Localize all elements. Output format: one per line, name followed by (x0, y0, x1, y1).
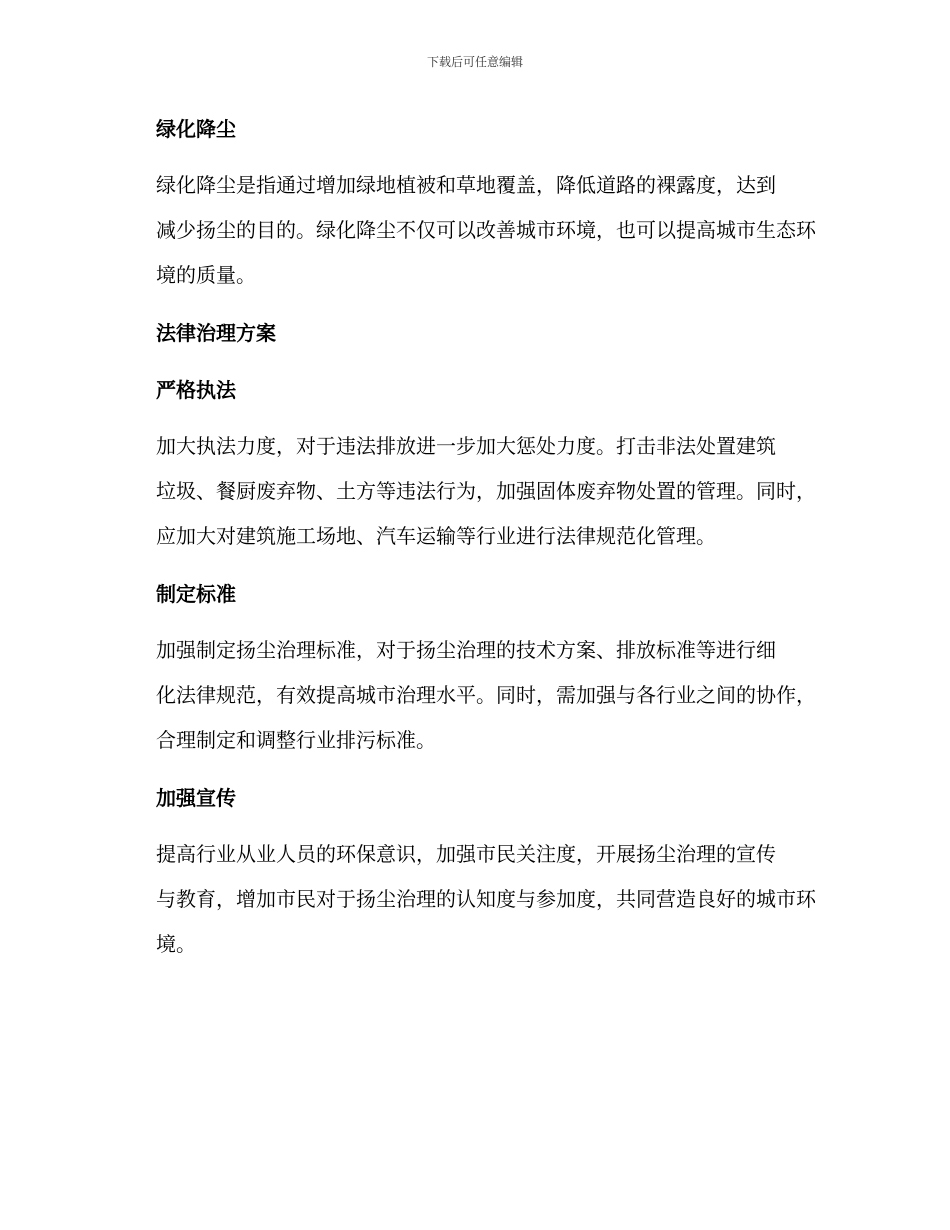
text-line: 应加大对建筑施工场地、汽车运输等行业进行法律规范化管理。 (156, 524, 716, 548)
page-header: 下载后可任意编辑 (426, 55, 523, 69)
text-line: 合理制定和调整行业排污标准。 (156, 728, 436, 752)
text-line: 绿化降尘是指通过增加绿地植被和草地覆盖，降低道路的裸露度，达到 (156, 173, 776, 197)
section-heading-enforcement: 严格执法 (156, 378, 236, 402)
section-heading-greening: 绿化降尘 (156, 117, 236, 141)
section-heading-legal: 法律治理方案 (156, 321, 276, 345)
text-line: 加强制定扬尘治理标准，对于扬尘治理的技术方案、排放标准等进行细 (156, 638, 776, 662)
text-line: 与教育，增加市民对于扬尘治理的认知度与参加度，共同营造良好的城市环 (156, 887, 816, 911)
section-heading-standards: 制定标准 (156, 582, 236, 606)
text-line: 境的质量。 (156, 263, 256, 287)
text-line: 垃圾、餐厨废弃物、土方等违法行为，加强固体废弃物处置的管理。同时， (156, 479, 816, 503)
text-line: 境。 (156, 932, 196, 956)
paragraph-enforcement (113, 424, 833, 559)
paragraph-standards (113, 628, 833, 763)
text-line: 减少扬尘的目的。绿化降尘不仅可以改善城市环境，也可以提高城市生态环 (156, 218, 816, 242)
text-line: 化法律规范，有效提高城市治理水平。同时，需加强与各行业之间的协作， (156, 683, 816, 707)
text-line: 提高行业从业人员的环保意识，加强市民关注度，开展扬尘治理的宣传 (156, 842, 776, 866)
document-body (113, 106, 833, 979)
text-line: 加大执法力度，对于违法排放进一步加大惩处力度。打击非法处置建筑 (156, 434, 776, 458)
paragraph-greening (113, 163, 833, 298)
paragraph-publicity (113, 832, 833, 967)
section-heading-publicity: 加强宣传 (156, 786, 236, 810)
